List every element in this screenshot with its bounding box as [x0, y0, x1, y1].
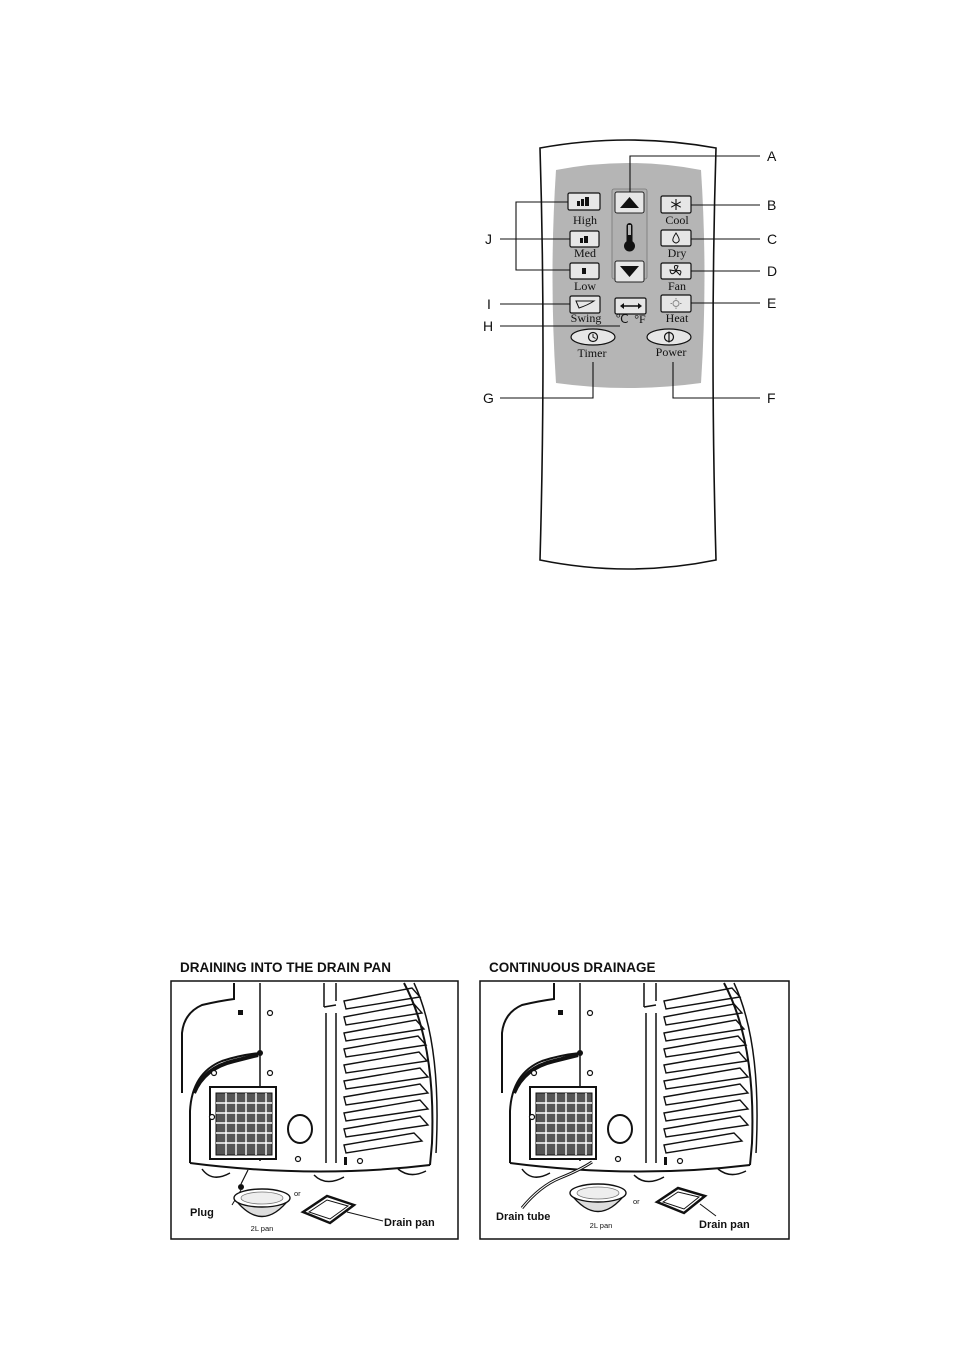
swing-label: Swing	[570, 311, 602, 325]
callout-f: F	[767, 390, 776, 406]
low-speed-button[interactable]	[570, 263, 599, 279]
heat-label: Heat	[665, 311, 689, 325]
med-label: Med	[574, 246, 596, 260]
cool-label: Cool	[665, 213, 689, 227]
callout-j: J	[485, 231, 492, 247]
cool-button[interactable]	[661, 196, 691, 213]
drain-pan-title: DRAINING INTO THE DRAIN PAN	[180, 960, 392, 975]
timer-label: Timer	[577, 346, 607, 360]
continuous-drainage-title: CONTINUOUS DRAINAGE	[489, 960, 656, 975]
continuous-drainage-figure	[480, 960, 789, 1239]
pan-2l-label: 2L pan	[250, 1224, 274, 1233]
callout-b: B	[767, 197, 777, 213]
heat-button[interactable]	[661, 295, 691, 312]
celsius-label: ℃	[615, 312, 629, 326]
drain-tube-label: Drain tube	[496, 1211, 551, 1223]
high-label: High	[573, 213, 597, 227]
power-label: Power	[655, 345, 687, 359]
or-label: or	[294, 1189, 301, 1198]
callout-i: I	[487, 296, 491, 312]
callout-d: D	[767, 263, 778, 279]
remote-control	[483, 140, 777, 569]
or-label: or	[633, 1197, 640, 1206]
pan-2l-label: 2L pan	[589, 1221, 613, 1230]
med-speed-button[interactable]	[570, 231, 599, 247]
callout-e: E	[767, 295, 777, 311]
callout-h: H	[483, 318, 494, 334]
timer-button[interactable]	[571, 329, 615, 345]
callout-a: A	[767, 148, 777, 164]
dry-button[interactable]	[661, 230, 691, 246]
drain-pan-label: Drain pan	[384, 1217, 435, 1229]
callout-g: G	[483, 390, 494, 406]
plug-label: Plug	[190, 1207, 214, 1219]
high-speed-button[interactable]	[568, 193, 600, 210]
power-button[interactable]	[647, 329, 691, 345]
callout-c: C	[767, 231, 778, 247]
fan-button[interactable]	[661, 263, 691, 279]
fahrenheit-label: °F	[634, 312, 646, 326]
dry-label: Dry	[667, 246, 687, 260]
fan-speed-bars-icon	[582, 268, 586, 274]
drain-pan-figure	[171, 960, 458, 1239]
drain-pan-label: Drain pan	[699, 1219, 750, 1231]
fan-label: Fan	[668, 279, 686, 293]
low-label: Low	[574, 279, 596, 293]
